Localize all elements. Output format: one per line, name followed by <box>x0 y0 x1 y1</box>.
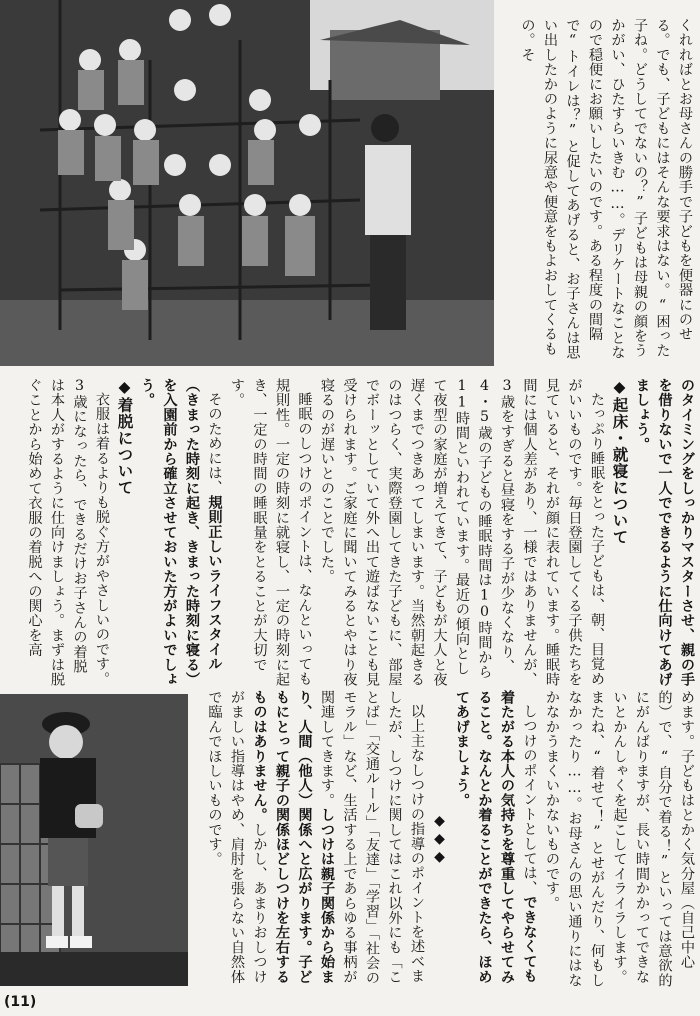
text-span: 以上主なしつけの指導のポイントを述べましたが、しつけに関してはこれ以外にも「ことば」「交通ルール」「友達」「学習」「社会のモラル」など、生活する上であらゆる事柄が関連してきます。 <box>319 690 425 985</box>
page-number: (11) <box>4 994 37 1010</box>
separator-diamonds: ◆◆◆ <box>431 813 448 867</box>
heading-sleep: ◆起床・就寝について <box>610 378 629 546</box>
bold-span: 規則正しいライフスタイル（きまった時刻に起き、きまった時刻に寝る）を入園前から確立させておいた方がよいでしょう。 <box>139 378 223 687</box>
text-column-lower <box>192 690 698 990</box>
paragraph: 衣服は着るよりも脱ぐ方がやさしいのです。3歳になったら、できるだけお子さんの着脱は本人がするように仕向けましょう。まずは脱ぐことから始めて衣服の着脱への関心を高 <box>26 378 110 687</box>
paragraph <box>203 690 428 990</box>
heading-dressing: ◆着脱について <box>115 378 134 496</box>
bold-span: しつけは親子関係から始まり、人間（他人）関係へと広がります。子どもにとって親子の関係ほどしつけを左右するものはありません。 <box>251 690 335 985</box>
text-span: そのためには、 <box>206 392 223 496</box>
text-span: しかし、あまりおしつけがましい指導はやめ、肩肘を張らない自然体で臨んでほしいものです。 <box>206 690 268 985</box>
paragraph: くれればとお母さんの勝手で子どもを便器にのせる。でも、子どもにはそんな要求はない。“困った子ね。どうしてでないの？”子どもは母親の顔をうかがい、ひたすらいきむ……。デリケートなことなので穏便にお願いしたいのです。ある程度の間隔で“トイレは？”と促してあげると、お子さんは思い出したかのように尿意や便意をもよおしてくるもの。そ <box>519 18 693 360</box>
paragraph: めます。子どもはとかく気分屋（自己中心的）で、“自分で着る！”といっては意欲的にがんばりますが、長い時間かかってできないとかんしゃくを起こしてイライラします。またね、“着せて！”とせがんだり、何もしなかったり……。お母さんの思い通りにはなかなかうまくいかないものです。 <box>544 690 695 988</box>
text-span: しつけのポイントとしては、 <box>521 704 538 896</box>
bold-span: できなくても着たがる本人の気持ちを尊重してやらせてみること。なんとか着ることができたら、ほめてあげましょう。 <box>454 690 538 984</box>
paragraph <box>451 690 541 990</box>
paragraph: 睡眠のしつけのポイントは、なんといっても規則性。一定の時刻に就寝し、一定の時刻に起き、一定の時間の睡眠量をとることが大切です。 <box>229 378 313 687</box>
boy-photo <box>0 694 188 986</box>
paragraph: たっぷり睡眠をとった子どもは、朝、目覚めがいいものです。毎日登園してくる子供たちを見ていると、それが顔に表れています。睡眠時間には個人差があり、一様ではありませんが、3歳をすぎると昼寝をする子が少なくなり、4・5歳の子どもの睡眠時間は10時間から11時間といわれています。最近の傾向として夜型の家庭が増えてきて、子どもが大人と夜遅くまでつきあってしまいます。当然朝起きるのはつらく、実際登園してきた子どもに、部屋でボーッとしていて外へ出て遊ばないことも見受けられます。ご家庭に聞いてみるとやはり夜寝るのが遅いとのことでした。 <box>319 378 605 687</box>
text-column-top <box>500 18 696 364</box>
intro-bold-text: のタイミングをしっかりマスターさせ、親の手を借りないで一人でできるように仕向けてあげましょう。 <box>634 378 695 687</box>
paragraph <box>136 378 226 688</box>
text-column-middle <box>26 378 698 688</box>
group-photo <box>0 0 494 366</box>
